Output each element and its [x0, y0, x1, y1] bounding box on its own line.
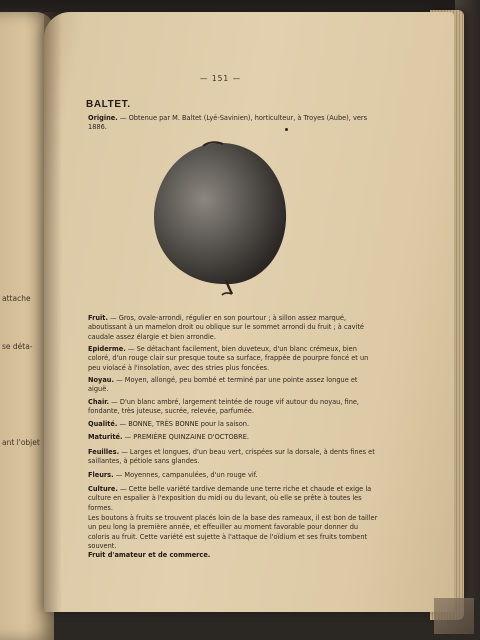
page-title: BALTET. [86, 99, 131, 110]
section-text: — Moyennes, campanulées, d'un rouge vif. [115, 471, 258, 479]
section-label: Culture. [88, 485, 118, 493]
section-text: — BONNE, TRÈS BONNE pour la saison. [119, 420, 250, 428]
section-label: Feuilles. [88, 448, 120, 456]
section-text: — Larges et longues, d'un beau vert, crispées sur la dorsale, à dents fines et saillantes, à pétiole sans glandes. [88, 448, 375, 466]
footer-note: Fruit d'amateur et de commerce. [88, 551, 211, 559]
section-noyau [88, 376, 378, 395]
left-page-fragment: ant l'objet [2, 438, 40, 447]
section-chair [88, 398, 378, 417]
spine-shadow [44, 12, 62, 612]
section-feuilles [88, 448, 378, 467]
left-page-fragment: se déta- [2, 342, 33, 351]
section-text: — Gros, ovale-arrondi, régulier en son pourtour ; à sillon assez marqué, aboutissant à un mamelon droit ou oblique sur le sommet arrondi du fruit ; à cavité caudale assez élargie et bien arrondie. [88, 314, 364, 341]
section-text: — PREMIÈRE QUINZAINE D'OCTOBRE. [124, 433, 249, 441]
section-fleurs [88, 471, 378, 480]
corner-watermark-icon [434, 598, 474, 634]
page-number: — 151 — [200, 74, 242, 83]
origin-entry [88, 114, 388, 133]
section-label: Qualité. [88, 420, 118, 428]
section-label: Fleurs. [88, 471, 114, 479]
section-fruit [88, 314, 378, 342]
section-culture-continued [88, 514, 378, 552]
section-label: Epiderme. [88, 345, 126, 353]
section-label: Fruit. [88, 314, 108, 322]
section-label: Noyau. [88, 376, 114, 384]
left-page-fragment: attache [2, 294, 31, 303]
section-text: — D'un blanc ambré, largement teintée de rouge vif autour du noyau, fine, fondante, très juteuse, sucrée, relevée, parfumée. [88, 398, 360, 416]
section-text: Les boutons à fruits se trouvent placés loin de la base des rameaux, il est bon de tailler un peu long la première année, et effeuiller au moment favorable pour donner du coloris au fruit. Cette variété est sujette à l'attaque de l'oïdium et ses fruits tombent souvent. [88, 514, 378, 551]
section-maturite [88, 433, 378, 442]
peach-fruit-illustration [148, 138, 294, 298]
section-text: — Moyen, allongé, peu bombé et terminé par une pointe assez longue et aiguë. [88, 376, 358, 394]
section-culture [88, 485, 378, 513]
origin-text: — Obtenue par M. Baltet (Lyé-Savinien), horticulteur, à Troyes (Aube), vers 1886. [88, 114, 368, 132]
section-text: — Se détachant facilement, bien duveteux, d'un blanc crémeux, bien coloré, d'un rouge clair sur presque toute sa surface, frappée de pourpre foncé et un peu violacé à l'insolation, avec des stries plus foncées. [88, 345, 369, 372]
section-label: Maturité. [88, 433, 123, 441]
section-label: Chair. [88, 398, 110, 406]
origin-label: Origine. [88, 114, 118, 122]
ink-dot [285, 128, 288, 131]
section-text: — Cette belle variété tardive demande une terre riche et chaude et exige la culture en espalier à l'exposition du midi ou du levant, où elle se prête à toutes les formes. [88, 485, 372, 512]
section-qualite [88, 420, 378, 429]
section-epiderme [88, 345, 378, 373]
